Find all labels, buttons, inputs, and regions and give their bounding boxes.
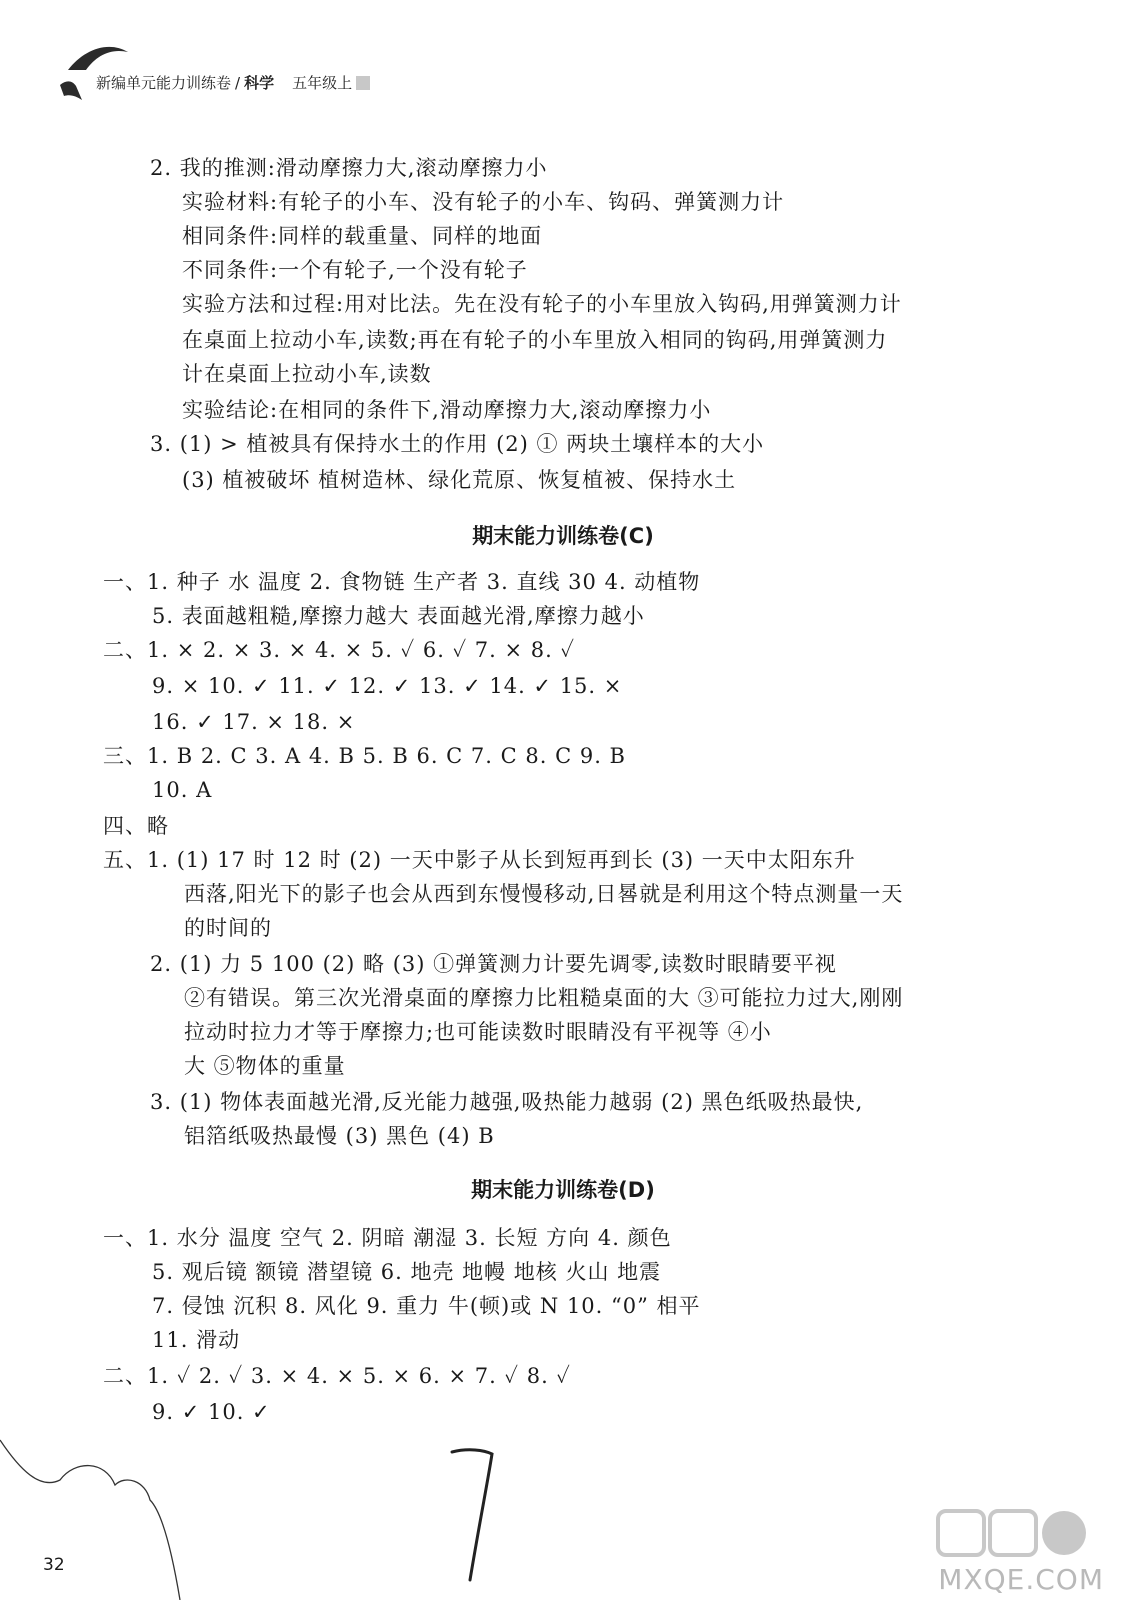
cloud-decoration-icon <box>0 1430 190 1600</box>
watermark-logo-icon <box>934 1505 1094 1561</box>
text-line: 3. (1) > 植被具有保持水土的作用 (2) ① 两块土壤样本的大小 <box>150 432 765 456</box>
text-line: ②有错误。第三次光滑桌面的摩擦力比粗糙桌面的大 ③可能拉力过大,刚刚 <box>184 986 904 1010</box>
text-line: 拉动时拉力才等于摩擦力;也可能读数时眼睛没有平视等 ④小 <box>184 1020 772 1044</box>
handwritten-mark <box>440 1440 510 1590</box>
text-line: 9. ✓ 10. ✓ <box>152 1400 271 1424</box>
text-line: 2. 我的推测:滑动摩擦力大,滚动摩擦力小 <box>150 156 548 180</box>
text-line: 计在桌面上拉动小车,读数 <box>182 362 432 386</box>
header-separator: / <box>235 74 241 92</box>
text-line: 五、1. (1) 17 时 12 时 (2) 一天中影子从长到短再到长 (3) 一天中太阳东升 <box>103 848 856 872</box>
text-line: 2. (1) 力 5 100 (2) 略 (3) ①弹簧测力计要先调零,读数时眼睛要平视 <box>150 952 837 976</box>
header-book-title: 新编单元能力训练卷 <box>96 74 232 92</box>
text-line: 5. 表面越粗糙,摩擦力越大 表面越光滑,摩擦力越小 <box>152 604 645 628</box>
header-badge-icon <box>356 76 370 90</box>
section-title-c: 期末能力训练卷(C) <box>472 524 654 548</box>
text-line: 实验方法和过程:用对比法。先在没有轮子的小车里放入钩码,用弹簧测力计 <box>182 292 902 316</box>
text-line: 二、1. ✓ 2. ✓ 3. × 4. × 5. × 6. × 7. ✓ 8. ✓ <box>103 1364 571 1388</box>
text-line: 大 ⑤物体的重量 <box>184 1054 346 1078</box>
text-line: 西落,阳光下的影子也会从西到东慢慢移动,日晷就是利用这个特点测量一天 <box>184 882 904 906</box>
text-line: 11. 滑动 <box>152 1328 241 1352</box>
text-line: 二、1. × 2. × 3. × 4. × 5. ✓ 6. ✓ 7. × 8. ✓ <box>103 638 576 662</box>
text-line: 16. ✓ 17. × 18. × <box>152 710 356 734</box>
watermark-text: MXQE.COM <box>938 1563 1104 1596</box>
section-title-d: 期末能力训练卷(D) <box>471 1178 655 1202</box>
text-line: 实验结论:在相同的条件下,滑动摩擦力大,滚动摩擦力小 <box>182 398 712 422</box>
header-grade: 五年级上 <box>292 74 353 92</box>
text-line: 在桌面上拉动小车,读数;再在有轮子的小车里放入相同的钩码,用弹簧测力 <box>182 328 888 352</box>
text-line: 5. 观后镜 额镜 潜望镜 6. 地壳 地幔 地核 火山 地震 <box>152 1260 662 1284</box>
text-line: 一、1. 水分 温度 空气 2. 阴暗 潮湿 3. 长短 方向 4. 颜色 <box>103 1226 672 1250</box>
text-line: (3) 植被破坏 植树造林、绿化荒原、恢复植被、保持水土 <box>182 468 737 492</box>
text-line: 三、1. B 2. C 3. A 4. B 5. B 6. C 7. C 8. C 9. B <box>103 744 626 768</box>
text-line: 相同条件:同样的载重量、同样的地面 <box>182 224 543 248</box>
text-line: 铝箔纸吸热最慢 (3) 黑色 (4) B <box>184 1124 495 1148</box>
watermark <box>914 1505 1104 1595</box>
text-line: 的时间的 <box>184 916 272 940</box>
page-number: 32 <box>43 1555 65 1575</box>
header-subject: 科学 <box>244 74 275 92</box>
text-line: 一、1. 种子 水 温度 2. 食物链 生产者 3. 直线 30 4. 动植物 <box>103 570 701 594</box>
text-line: 10. A <box>152 778 213 802</box>
text-line: 四、略 <box>103 814 169 838</box>
text-line: 实验材料:有轮子的小车、没有轮子的小车、钩码、弹簧测力计 <box>182 190 785 214</box>
text-line: 不同条件:一个有轮子,一个没有轮子 <box>182 258 528 282</box>
running-header <box>96 72 370 93</box>
text-line: 3. (1) 物体表面越光滑,反光能力越强,吸热能力越弱 (2) 黑色纸吸热最快, <box>150 1090 864 1114</box>
text-line: 9. × 10. ✓ 11. ✓ 12. ✓ 13. ✓ 14. ✓ 15. × <box>152 674 623 698</box>
text-line: 7. 侵蚀 沉积 8. 风化 9. 重力 牛(顿)或 N 10. “0” 相平 <box>152 1294 701 1318</box>
